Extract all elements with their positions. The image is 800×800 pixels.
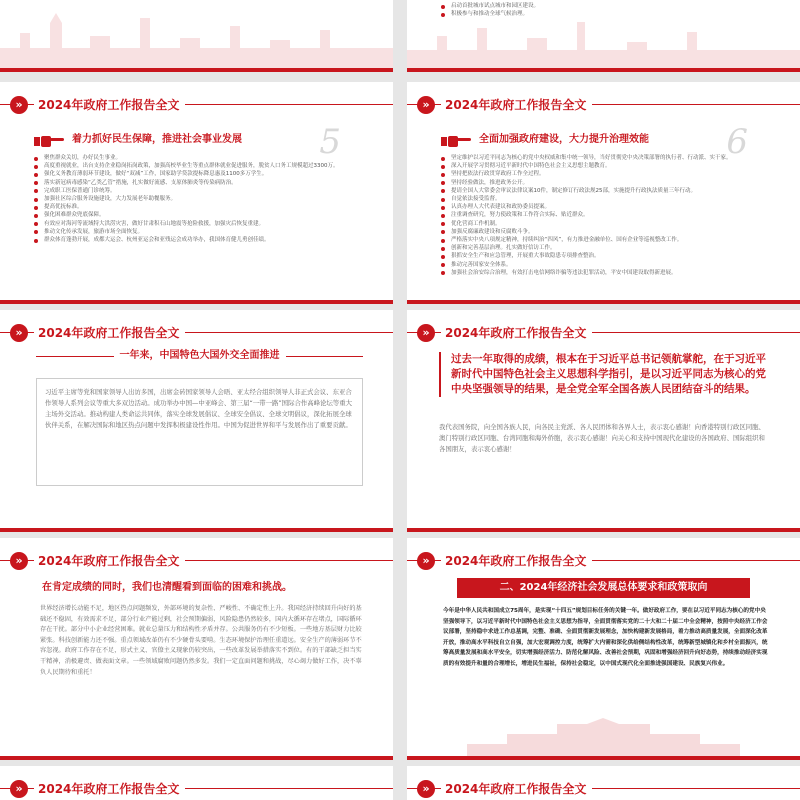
slide-header [0,94,393,116]
header-title: 2024年政府工作报告全文 [441,552,592,570]
list-item: 聚焦群众关切，办好民生事业。 [34,154,373,162]
list-item: 加强反腐廉政建设和反腐败斗争。 [441,228,780,236]
slide-header [407,550,800,572]
list-item: 有效应对海河等流域特大洪涝灾害，做好甘肃积石山地震等抢险救援，加强灾后恢复重建。 [34,220,373,228]
great-hall-icon [467,716,740,756]
list-item: 自觉依法接受监督。 [441,195,780,203]
list-item: 加强社区综合服务设施建设，大力发展老年助餐服务。 [34,195,373,203]
slide-top-right[interactable] [407,0,800,72]
chevron-right-icon: » [10,552,28,570]
list-item: 落实新冠病毒感染“乙类乙管”措施，扎实做好流感、支原体肺炎等传染病防治。 [34,179,373,187]
slide-bottom-bar [0,68,393,72]
slide-top-left[interactable] [0,0,393,72]
list-item: 深入开展学习贯彻习近平新时代中国特色社会主义思想主题教育。 [441,162,780,170]
chevron-right-icon: » [417,780,435,798]
list-item: 坚持把依法行政贯穿政府工作全过程。 [441,170,780,178]
header-title: 2024年政府工作报告全文 [34,552,185,570]
list-item: 创新和完善基层治理。扎实做好信访工作。 [441,244,780,252]
list-item: 提高优抚标准。 [34,203,373,211]
chevron-right-icon: » [10,780,28,798]
slide-bottom-bar [0,528,393,532]
list-item: 高度重视就业，出台支持企业稳岗拓岗政策，加强高校毕业生等重点群体就业促进服务，脱贫人口务工规模超过3300万。 [34,162,373,170]
slide-livelihood[interactable] [0,82,393,304]
slide-bottom-bar [407,300,800,304]
section-number: 5 [319,122,341,162]
list-item: 完成职工医保普通门诊统筹。 [34,187,373,195]
chevron-right-icon: » [417,324,435,342]
list-item: 群众体育蓬勃开展，成都大运会、杭州亚运会和亚残运会成功举办，我国体育健儿勇创佳绩。 [34,236,373,244]
slide-header [0,778,393,800]
governance-list [441,154,780,277]
chevron-right-icon: » [10,324,28,342]
list-item: 积极参与和推动全球气候治理。 [441,10,780,18]
pointing-hand-icon [34,134,64,148]
list-item: 坚定维护以习近平同志为核心的党中央权威和集中统一领导，当好贯彻党中央决策部署的执行者、行动派、实干家。 [441,154,780,162]
list-item: 认真办理人大代表建议和政协委员提案。 [441,203,780,211]
achievements-body: 我代表国务院，向全国各族人民，向各民主党派、各人民团体和各界人士，表示衷心感谢！向香港特别行政区同胞、澳门特别行政区同胞、台湾同胞和海外侨胞，表示衷心感谢！向关心和支持中国现代化建设的各国政府、国际组织和各国朋友，表示衷心感谢！ [439,423,765,453]
slide-bottom-right[interactable] [407,766,800,800]
requirements-banner: 二、2024年经济社会发展总体要求和政策取向 [457,578,750,598]
livelihood-list [34,154,373,244]
header-title: 2024年政府工作报告全文 [34,96,185,114]
header-title: 2024年政府工作报告全文 [34,324,185,342]
list-item: 坚持经验做法，推进政务公开。 [441,179,780,187]
slide-achievements[interactable] [407,310,800,532]
list-item: 优化营商工作机制。 [441,220,780,228]
list-item: 注重调查研究，努力使政策和工作符合实际、贴近群众。 [441,211,780,219]
section-title: 着力抓好民生保障，推进社会事业发展 [72,134,242,145]
chevron-right-icon: » [417,552,435,570]
slide-bottom-bar [407,756,800,760]
list-item: 严格落实中央八项规定精神，持续纠治“四风”，有力推进金融单位、国有企业等巡视整改工作。 [441,236,780,244]
slide-bottom-left[interactable] [0,766,393,800]
skyline-icon [407,8,800,68]
slide-header [407,322,800,344]
slide-bottom-bar [407,68,800,72]
list-item: 强化义务教育薄弱环节建设，做好“双减”工作，国家助学贷款提标降息惠及1100多万学生。 [34,170,373,178]
list-item: 推动完善国家安全体系。 [441,261,780,269]
list-item: 提请全国人大常委会审议法律议案10件，制定修订行政法规25部，实施提升行政执法质量三年行动。 [441,187,780,195]
difficulties-body: 世界经济增长动能不足，地区热点问题频发，外部环境的复杂性、严峻性、不确定性上升。我国经济持续回升向好的基础还不稳固，有效需求不足，部分行业产能过剩，社会预期偏弱，风险隐患仍然较多，国内大循环存在堵点，国际循环存在干扰。部分中小企业经营困难。就业总量压力和结构性矛盾并存。公共服务仍有不少短板。一些地方基层财力比较紧张。科技创新能力还不强。重点领域改革仍有不少硬骨头要啃。生态环境保护治理任重道远。安全生产的薄弱环节不容忽视。政府工作存在不足，形式主义、官僚主义现象仍较突出，一些改革发展举措落实不到位。有的干部缺乏担当实干精神，消极避责、做表面文章。一些领域腐败问题仍然多发。我们一定直面问题和挑战，尽心竭力做好工作，决不辜负人民期待和重托！ [40,605,362,676]
slide-header [0,322,393,344]
slide-difficulties[interactable] [0,538,393,760]
skyline-icon [0,8,393,68]
slide-governance[interactable] [407,82,800,304]
diplomacy-text-box [36,378,363,486]
header-title: 2024年政府工作报告全文 [441,780,592,798]
diplomacy-body: 习近平主席等党和国家领导人出访多国，出席金砖国家领导人会晤、亚太经合组织领导人非正式会议、东亚合作领导人系列会议等重大多双边活动。成功举办中国—中亚峰会、第三届“一带一路”国际合作高峰论坛等重大主场外交活动。推动构建人类命运共同体，落实全球发展倡议、全球安全倡议、全球文明倡议，深化拓展全球伙伴关系，在解决国际和地区热点问题中发挥积极建设性作用。中国为促进世界和平与发展作出了重要贡献。 [45,388,352,429]
slide-header [407,778,800,800]
pointing-hand-icon [441,134,471,148]
section-title: 全面加强政府建设，大力提升治理效能 [479,134,649,145]
requirements-body: 今年是中华人民共和国成立75周年，是实现“十四五”规划目标任务的关键一年。做好政府工作，要在以习近平同志为核心的党中央坚强领导下，以习近平新时代中国特色社会主义思想为指导，全面贯彻落实党的二十大和二十届二中全会精神，按照中央经济工作会议部署，坚持稳中求进工作总基调，完整、准确、全面贯彻新发展理念，加快构建新发展格局，着力推动高质量发展，全面深化改革开放，推动高水平科技自立自强，加大宏观调控力度，统筹扩大内需和深化供给侧结构性改革，统筹新型城镇化和乡村全面振兴，统筹高质量发展和高水平安全，切实增强经济活力、防范化解风险、改善社会预期，巩固和增强经济回升向好态势，持续推动经济实现质的有效提升和量的合理增长，增进民生福祉，保持社会稳定，以中国式现代化全面推进强国建设、民族复兴伟业。 [443,608,768,667]
slide-bottom-bar [0,300,393,304]
header-title: 2024年政府工作报告全文 [441,324,592,342]
slide-header [0,550,393,572]
slide-header [407,94,800,116]
slide-bottom-bar [407,528,800,532]
chevron-right-icon: » [10,96,28,114]
header-title: 2024年政府工作报告全文 [34,780,185,798]
difficulties-heading: 在肯定成绩的同时，我们也清醒看到面临的困难和挑战。 [42,582,292,593]
achievements-quote: 过去一年取得的成绩，根本在于习近平总书记领航掌舵，在于习近平新时代中国特色社会主义思想科学指引，是以习近平同志为核心的党中央坚强领导的结果，是全党全军全国各族人民团结奋斗的结果。 [439,352,770,397]
chevron-right-icon: » [417,96,435,114]
slide-diplomacy[interactable] [0,310,393,532]
list-item: 启动首批城市试点城市和园区建设。 [441,2,780,10]
list-item: 强化困难群众兜底保障。 [34,211,373,219]
slide-bottom-bar [0,756,393,760]
list-item: 加强社会治安综合治理，有效打击电信网络诈骗等违法犯罪活动，平安中国建设取得新进展。 [441,269,780,277]
section-title: 一年来，中国特色大国外交全面推进 [114,348,286,364]
header-title: 2024年政府工作报告全文 [441,96,592,114]
section-number: 6 [726,122,748,162]
slide-requirements[interactable] [407,538,800,760]
section-heading [36,348,363,364]
list-item: 狠抓安全生产和应急管理，开展重大事故隐患专项排查整治。 [441,252,780,260]
list-item: 推动文化传承发展，旅游市场全面恢复。 [34,228,373,236]
